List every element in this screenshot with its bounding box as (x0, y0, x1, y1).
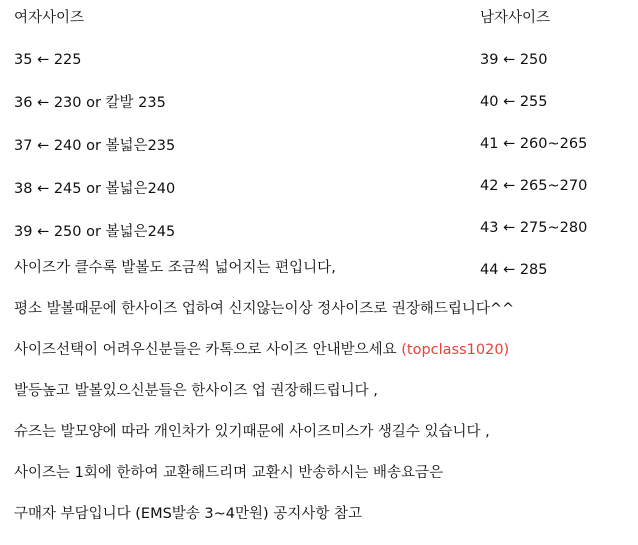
women-size-row: 35 ← 225 (14, 52, 82, 68)
women-size-row: 39 ← 250 or 볼넓은245 (14, 224, 176, 240)
note-line-kakao (14, 340, 630, 360)
men-size-row: 44 ← 285 (480, 262, 548, 278)
note-line: 평소 발볼때문에 한사이즈 업하여 신지않는이상 정사이즈로 권장해드립니다^^ (14, 301, 515, 317)
women-size-row: 38 ← 245 or 볼넓은240 (14, 181, 176, 197)
note-line: 발등높고 발볼있으신분들은 한사이즈 업 권장해드립니다 , (14, 383, 378, 399)
note-line: 사이즈가 클수록 발볼도 조금씩 넓어지는 편입니다, (14, 260, 336, 276)
note-line: 사이즈는 1회에 한하여 교환해드리며 교환시 반송하시는 배송요금은 (14, 465, 444, 481)
women-size-row: 37 ← 240 or 볼넓은235 (14, 138, 176, 154)
men-size-row: 39 ← 250 (480, 52, 548, 68)
men-size-row: 42 ← 265~270 (480, 178, 588, 194)
note-line: 구매자 부담입니다 (EMS발송 3~4만원) 공지사항 참고 (14, 506, 362, 522)
women-size-row: 36 ← 230 or 칼발 235 (14, 95, 166, 111)
kakao-id: (topclass1020) (401, 342, 510, 358)
women-size-header: 여자사이즈 (14, 10, 85, 26)
notes-section (14, 258, 630, 545)
men-size-row: 41 ← 260~265 (480, 136, 588, 152)
note-text: 사이즈선택이 어려우신분들은 카톡으로 사이즈 안내받으세요 (14, 342, 402, 358)
note-line: 슈즈는 발모양에 따라 개인차가 있기때문에 사이즈미스가 생길수 있습니다 , (14, 424, 490, 440)
men-size-row: 40 ← 255 (480, 94, 548, 110)
men-size-header: 남자사이즈 (480, 10, 551, 26)
men-size-row: 43 ← 275~280 (480, 220, 588, 236)
women-size-column (14, 8, 474, 265)
